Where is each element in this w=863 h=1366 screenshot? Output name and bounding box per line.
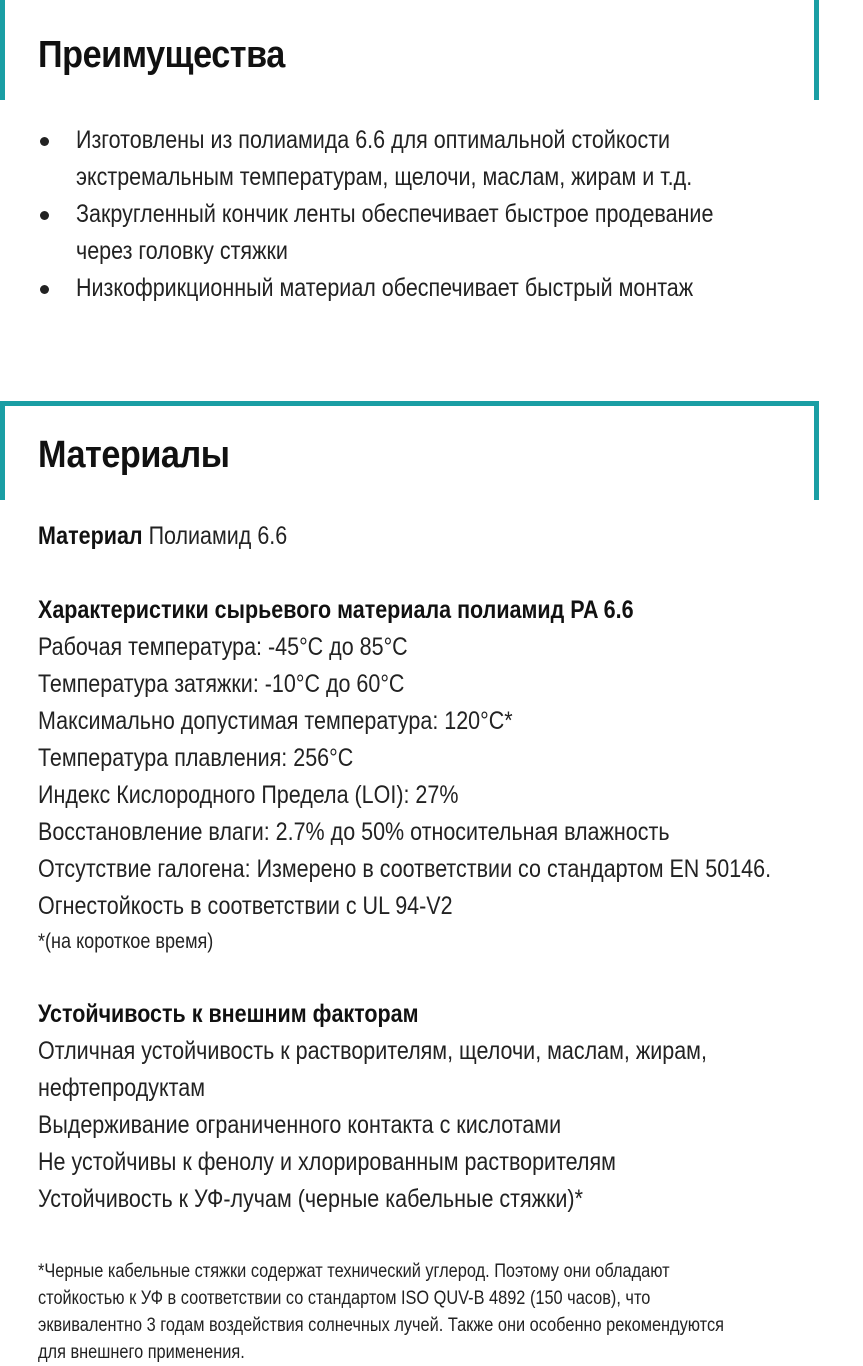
short-term-note: *(на короткое время) — [38, 930, 214, 953]
list-item-line: Низкофрикционный материал обеспечивает быстрый монтаж — [76, 274, 694, 302]
list-item — [38, 122, 818, 196]
characteristic-line: Индекс Кислородного Предела (LOI): 27% — [38, 781, 459, 809]
resistance-line: Выдерживание ограниченного контакта с кислотами — [38, 1111, 562, 1139]
characteristic-line: Максимально допустимая температура: 120°C* — [38, 707, 513, 735]
characteristic-line: Температура плавления: 256°C — [38, 744, 354, 772]
bullet-icon — [40, 285, 49, 294]
characteristic-line: Температура затяжки: -10°C до 60°C — [38, 670, 405, 698]
advantages-list — [38, 122, 818, 307]
bullet-icon — [40, 211, 49, 220]
characteristics-heading: Характеристики сырьевого материала полиамид PA 6.6 — [38, 596, 634, 624]
resistance-line: Не устойчивы к фенолу и хлорированным растворителям — [38, 1148, 616, 1176]
list-item-line: через головку стяжки — [76, 237, 288, 265]
material-label: Материал — [38, 522, 143, 550]
list-item — [38, 270, 818, 307]
list-item-line: Закругленный кончик ленты обеспечивает быстрое продевание — [76, 200, 714, 228]
footnote — [38, 1258, 863, 1366]
characteristic-line: Восстановление влаги: 2.7% до 50% относительная влажность — [38, 818, 670, 846]
footnote-line: для внешнего применения. — [38, 1342, 245, 1363]
list-item-line: экстремальным температурам, щелочи, маслам, жирам и т.д. — [76, 163, 693, 191]
characteristic-line: Огнестойкость в соответствии с UL 94-V2 — [38, 892, 453, 920]
bullet-icon — [40, 137, 49, 146]
characteristic-line: Отсутствие галогена: Измерено в соответствии со стандартом EN 50146. — [38, 855, 772, 883]
material-value: Полиамид 6.6 — [148, 522, 288, 550]
materials-body — [38, 518, 863, 1218]
resistance-line: Устойчивость к УФ-лучам (черные кабельные стяжки)* — [38, 1185, 583, 1213]
resistance-line: нефтепродуктам — [38, 1074, 205, 1102]
footnote-line: *Черные кабельные стяжки содержат технический углерод. Поэтому они обладают — [38, 1261, 670, 1282]
advantages-title: Преимущества — [38, 34, 285, 76]
material-row — [38, 518, 748, 555]
list-item — [38, 196, 818, 270]
resistance-line: Отличная устойчивость к растворителям, щелочи, маслам, жирам, — [38, 1037, 707, 1065]
materials-title: Материалы — [38, 434, 230, 476]
characteristic-line: Рабочая температура: -45°C до 85°C — [38, 633, 408, 661]
footnote-line: эквивалентно 3 годам воздействия солнечных лучей. Также они особенно рекомендуются — [38, 1315, 724, 1336]
list-item-line: Изготовлены из полиамида 6.6 для оптимальной стойкости — [76, 126, 671, 154]
footnote-line: стойкостью к УФ в соответствии со стандартом ISO QUV-B 4892 (150 часов), что — [38, 1288, 651, 1309]
resistance-heading: Устойчивость к внешним факторам — [38, 1000, 419, 1028]
